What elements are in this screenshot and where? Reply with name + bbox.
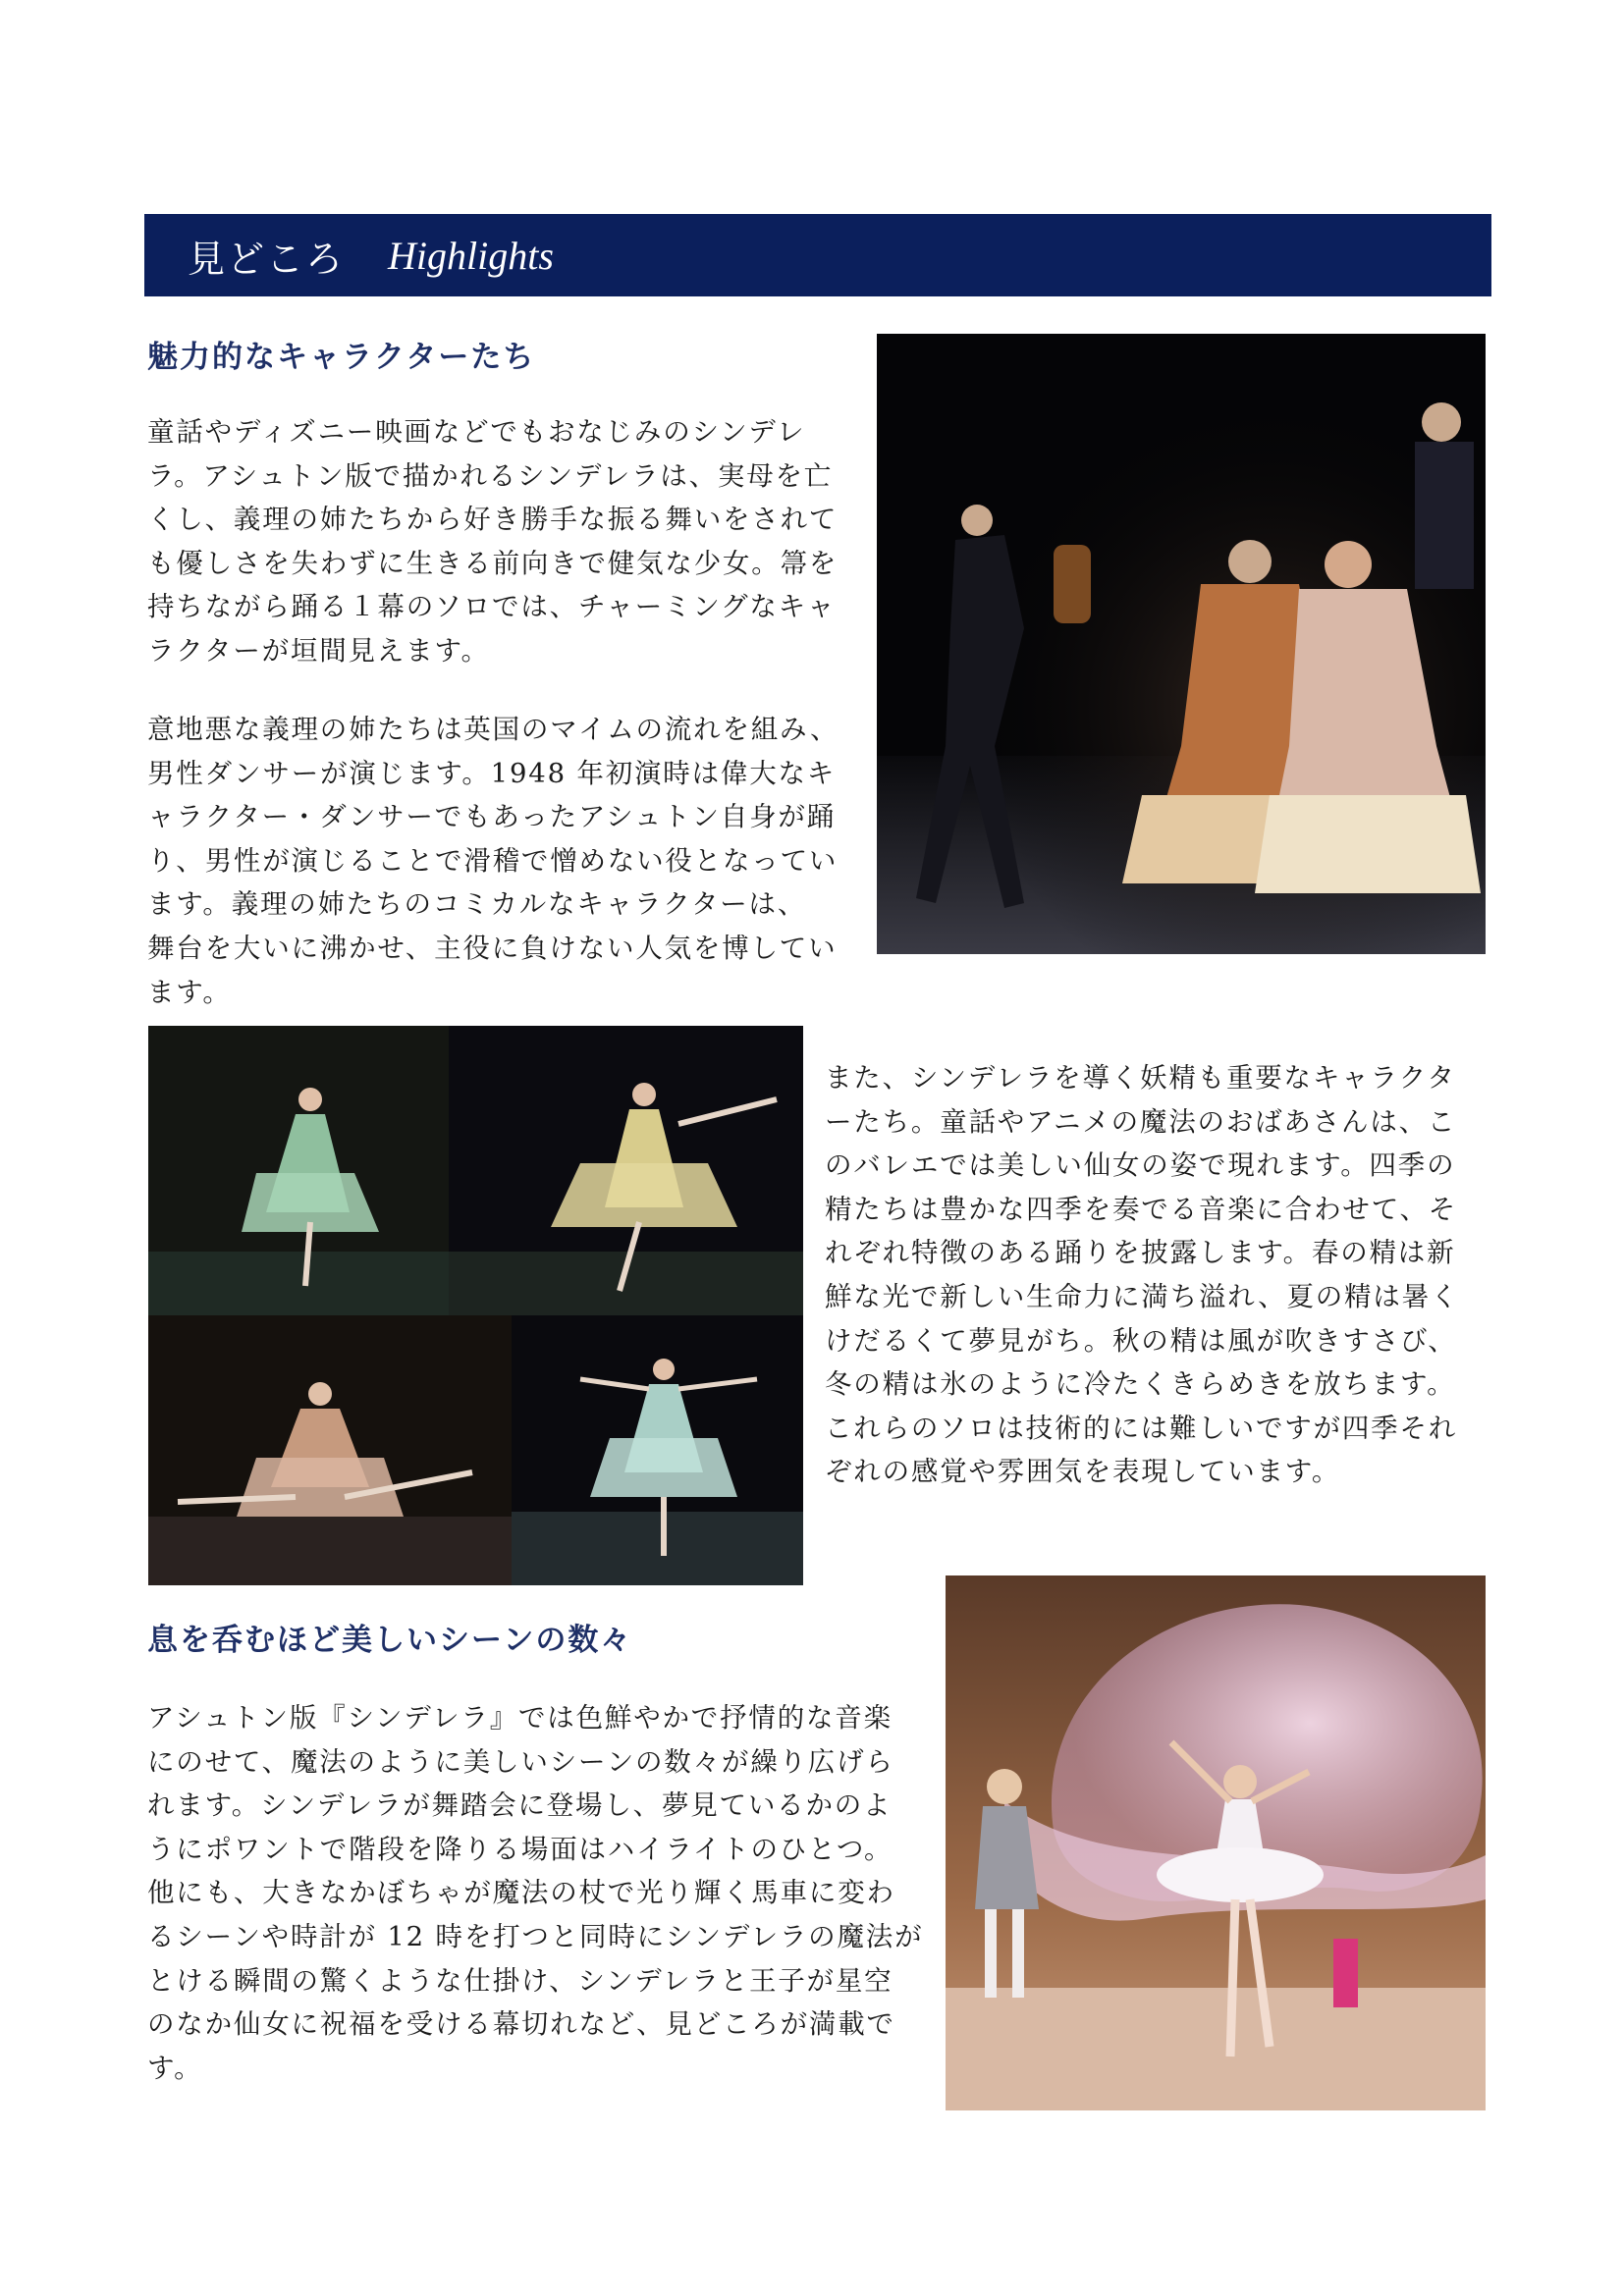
text-line: ーたち。童話やアニメの魔法のおばあさんは、こ — [825, 1105, 1457, 1138]
section1-paragraph-3 — [825, 1056, 1492, 1494]
section2-paragraph — [147, 1696, 923, 2090]
text-line: うにポワントで階段を降りる場面はハイライトのひとつ。 — [147, 1833, 893, 1865]
text-line: 男性ダンサーが演じます。1948 年初演時は偉大なキ — [147, 757, 837, 789]
photo-stepsisters-scene — [877, 334, 1486, 954]
section1-paragraph-2 — [147, 708, 854, 1014]
text-line: り、男性が演じることで滑稽で憎めない役となってい — [147, 844, 839, 877]
text-line: るシーンや時計が 12 時を打つと同時にシンデレラの魔法が — [147, 1920, 924, 1952]
text-line: ャラクター・ダンサーでもあったアシュトン自身が踊 — [147, 801, 836, 833]
text-line: ラクターが垣間見えます。 — [147, 634, 490, 667]
text-line: のバレエでは美しい仙女の姿で現れます。四季の — [825, 1149, 1456, 1182]
text-line: とける瞬間の驚くような仕掛け、シンデレラと王子が星空 — [147, 1964, 893, 1997]
text-line: 舞台を大いに沸かせ、主役に負けない人気を博してい — [147, 932, 838, 964]
text-line: れます。シンデレラが舞踏会に登場し、夢見ているかのよ — [147, 1789, 893, 1822]
section1-paragraph-1 — [147, 410, 854, 673]
text-line: また、シンデレラを導く妖精も重要なキャラクタ — [825, 1062, 1456, 1094]
text-line: 鮮な光で新しい生命力に満ち溢れ、夏の精は暑く — [825, 1280, 1460, 1312]
text-line: す。 — [147, 2052, 203, 2084]
text-line: も優しさを失わずに生きる前向きで健気な少女。箒を — [147, 547, 839, 579]
text-line: ラ。アシュトン版で描かれるシンデレラは、実母を亡 — [147, 459, 834, 492]
text-line: にのせて、魔法のように美しいシーンの数々が繰り広げら — [147, 1745, 894, 1778]
text-line: 他にも、大きなかぼちゃが魔法の杖で光り輝く馬車に変わ — [147, 1877, 895, 1909]
photo-cinderella-veil-scene — [946, 1575, 1486, 2110]
section2-heading: 息を呑むほど美しいシーンの数々 — [147, 1623, 633, 1658]
text-line: 冬の精は氷のように冷たくきらめきを放ちます。 — [825, 1368, 1456, 1401]
photo-season-fairies-collage — [148, 1026, 803, 1585]
text-line: これらのソロは技術的には難しいですが四季それ — [825, 1412, 1458, 1444]
text-line: けだるくて夢見がち。秋の精は風が吹きすさび、 — [825, 1324, 1457, 1357]
text-line: ぞれの感覚や雰囲気を表現しています。 — [825, 1456, 1341, 1488]
text-line: のなか仙女に祝福を受ける幕切れなど、見どころが満載で — [147, 2008, 895, 2041]
banner-title-jp: 見どころ — [188, 237, 346, 281]
text-line: 童話やディズニー映画などでもおなじみのシンデレ — [147, 416, 806, 448]
banner-title-en: Highlights — [388, 233, 554, 278]
text-line: 精たちは豊かな四季を奏でる音楽に合わせて、そ — [825, 1193, 1458, 1225]
text-line: ます。義理の姉たちのコミカルなキャラクターは、 — [147, 888, 807, 921]
section-banner — [144, 214, 1491, 296]
text-line: れぞれ特徴のある踊りを披露します。春の精は新 — [825, 1237, 1456, 1269]
text-line: 持ちながら踊る１幕のソロでは、チャーミングなキャ — [147, 591, 837, 623]
text-line: ます。 — [147, 976, 232, 1008]
text-line: くし、義理の姉たちから好き勝手な振る舞いをされて — [147, 504, 839, 536]
text-line: アシュトン版『シンデレラ』では色鮮やかで抒情的な音楽 — [147, 1702, 893, 1734]
section1-heading: 魅力的なキャラクターたち — [147, 340, 536, 375]
text-line: 意地悪な義理の姉たちは英国のマイムの流れを組み、 — [147, 714, 839, 745]
